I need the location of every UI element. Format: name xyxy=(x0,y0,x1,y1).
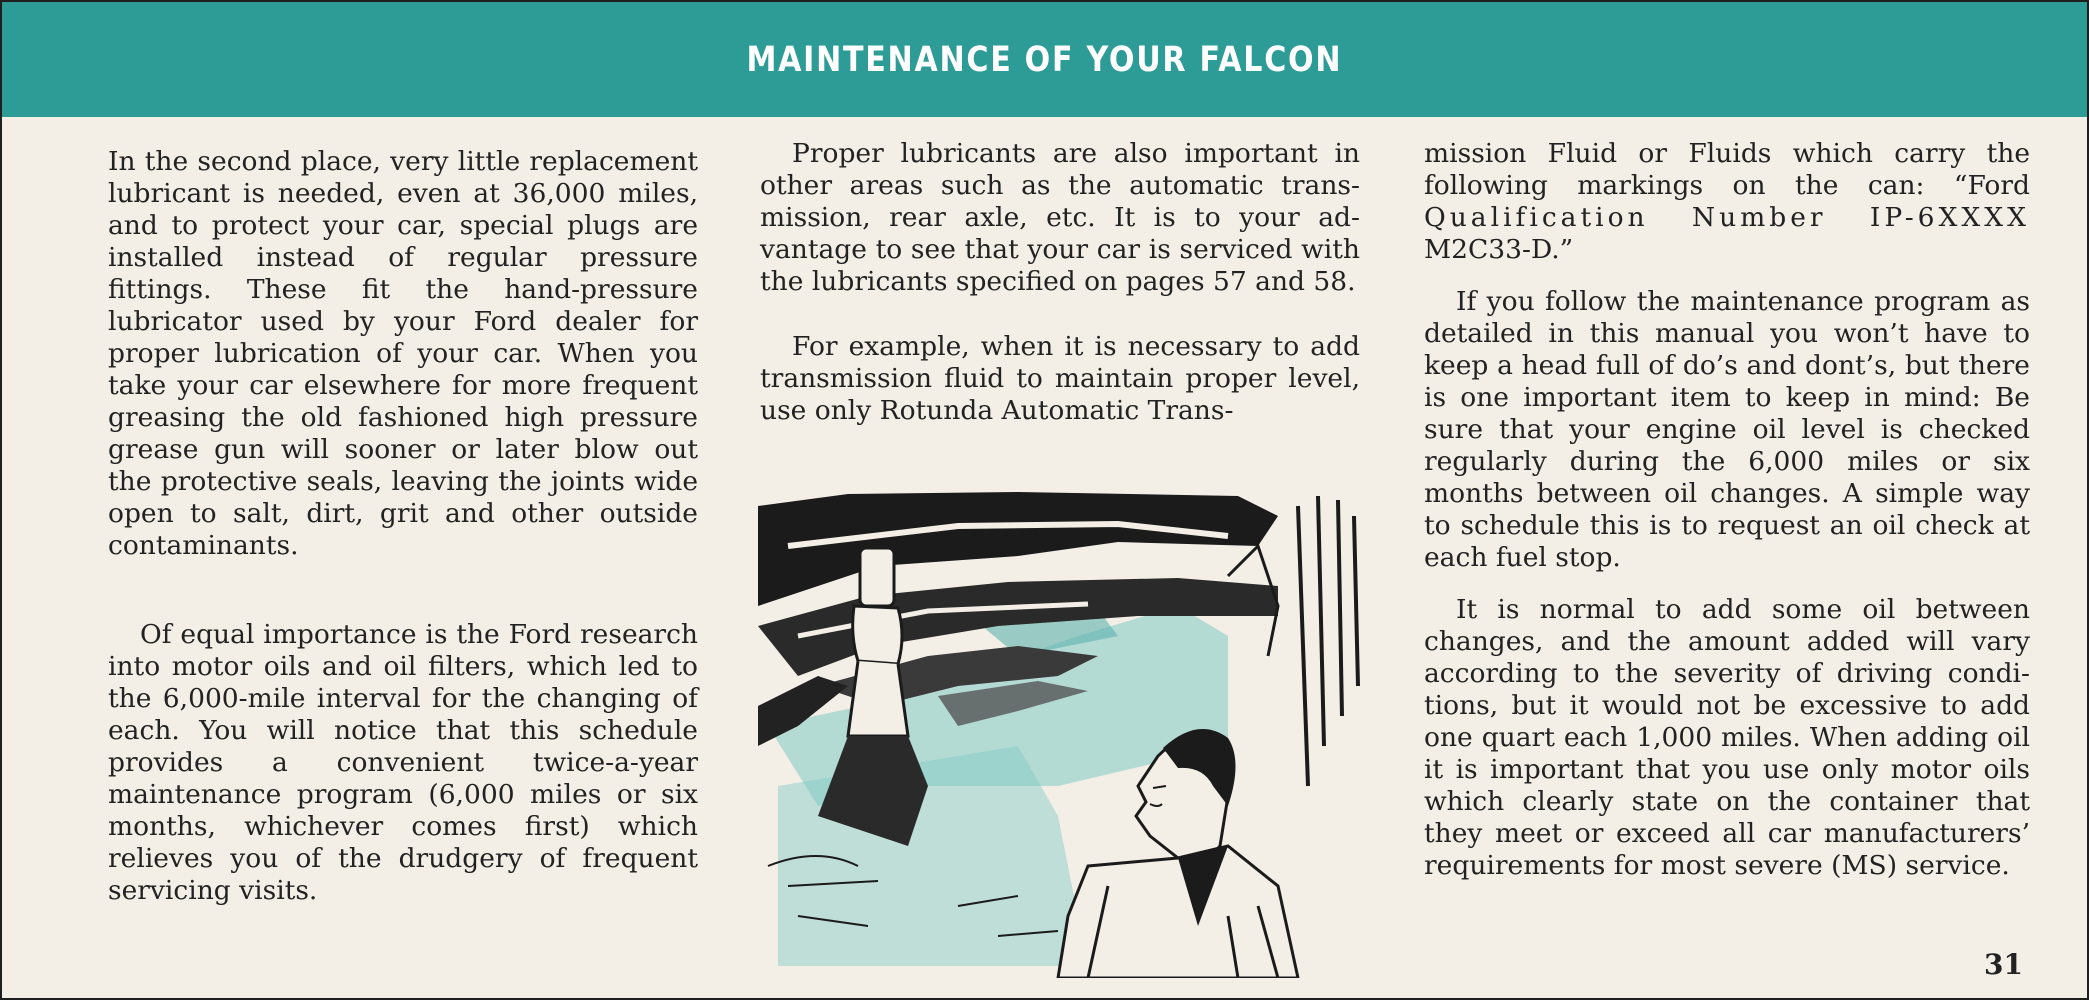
paragraph-for-example: For example, when it is necessary to add transmission fluid to maintain proper level, use only Rotunda Automatic Trans- xyxy=(760,331,1360,426)
paragraph-transmission-fluid xyxy=(1424,138,2030,266)
paragraph-replacement-lubricant: In the second place, very little replacement lubricant is needed, even at 36,000 miles, and to protect your car, special plugs are installed instead of regular pressure fittings. These fit the hand-pressure lubricator used by your Ford dealer for proper lubrication of your car. When you take your car elsewhere for more frequent greasing the old fashioned high pressure grease gun will sooner or later blow out the protective seals, leaving the joints wide open to salt, dirt, grit and other outside contaminants. xyxy=(108,146,698,561)
spec-code: M2C33-D.” xyxy=(1424,234,1574,265)
paragraph-normal-oil: It is normal to add some oil between changes, and the amount added will vary according to the severity of driving conditions, but it would not be excessive to add one quart each 1,000 miles. When adding oil it is important that you use only motor oils which clearly state on the container that they meet or exceed all car manufacturers’ requirements for most severe (MS) service. xyxy=(1424,594,2030,881)
qualification-number: Qualification Number IP-6XXXX xyxy=(1424,202,2030,233)
paragraph-proper-lubricants: Proper lubricants are also important in other areas such as the automatic transmission, rear axle, etc. It is to your advantage to see that your car is serviced with the lubricants specified on pages 57 and 58. xyxy=(760,138,1360,297)
header-banner xyxy=(2,2,2087,117)
mechanic-illustration xyxy=(758,486,1362,978)
column-right xyxy=(1424,138,2030,882)
paragraph-maintenance-program: If you follow the maintenance program as detailed in this manual you won’t have to keep a head full of do’s and dont’s, but there is one important item to keep in mind: Be sure that your engine oil level is checked regularly during the 6,000 miles or six months between oil changes. A simple way to schedule this is to request an oil check at each fuel stop. xyxy=(1424,286,2030,573)
column-middle xyxy=(760,138,1360,427)
page-title: MAINTENANCE OF YOUR FALCON xyxy=(746,39,1343,80)
paragraph-equal-importance: Of equal importance is the Ford research into motor oils and oil filters, which led to the 6,000-mile interval for the changing of each. You will notice that this schedule provides a convenient twice-a-year maintenance program (6,000 miles or six months, whichever comes first) which relieves you of the drudgery of frequent servicing visits. xyxy=(108,619,698,906)
fluid-markings-text: mission Fluid or Fluids which carry the following markings on the can: “Ford xyxy=(1424,138,2030,201)
page-number: 31 xyxy=(1984,948,2023,981)
column-left xyxy=(108,146,698,907)
